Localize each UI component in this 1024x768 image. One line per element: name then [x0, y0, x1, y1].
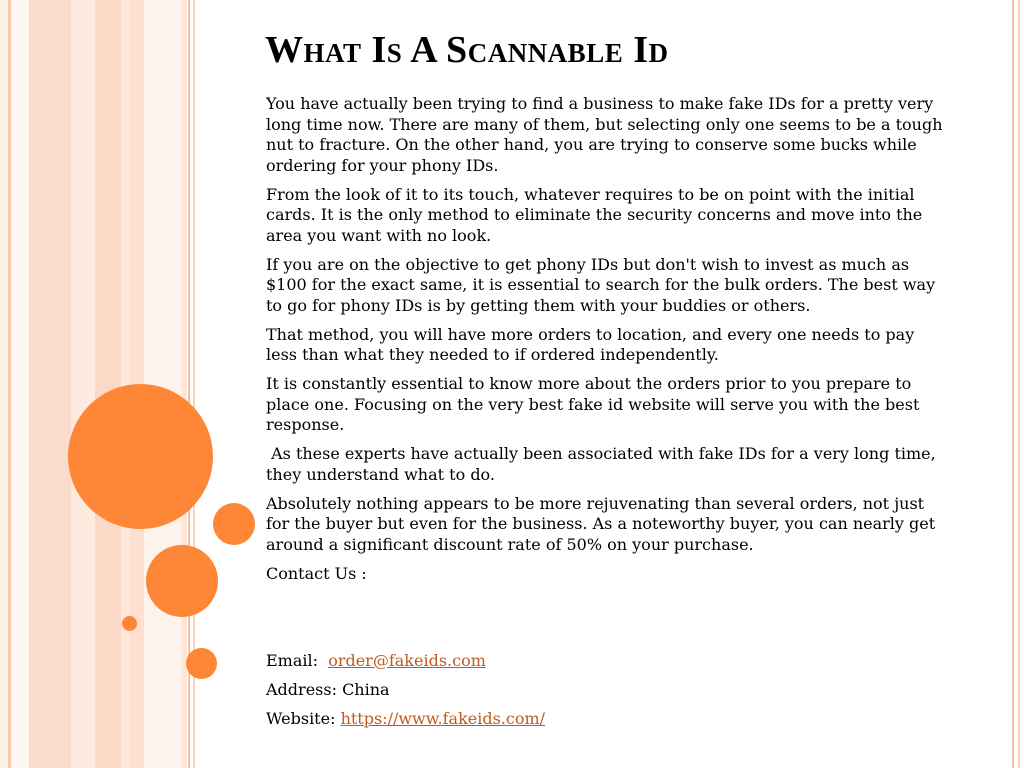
address-value: China	[342, 679, 390, 699]
stripe	[182, 0, 187, 768]
email-label: Email:	[266, 650, 329, 670]
spacer	[266, 593, 946, 651]
contact-heading: Contact Us :	[266, 563, 367, 583]
paragraph: From the look of it to its touch, whatever requires to be on point with the initial cards. It is the only method to eliminate the security concerns and move into the area you want with no look.	[266, 184, 923, 245]
website-label: Website:	[266, 708, 341, 728]
paragraph: As these experts have actually been associated with fake IDs for a very long time, they understand what to do.	[266, 444, 941, 484]
tiny-orange-circle	[122, 616, 137, 631]
paragraph: Absolutely nothing appears to be more rejuvenating than several orders, not just for the buyer but even for the business. As a noteworthy buyer, you can nearly get around a significant discount rate of 50% on your purchase.	[266, 493, 936, 554]
small-orange-circle	[186, 648, 217, 679]
paragraph: That method, you will have more orders to location, and every one needs to pay less than what they needed to if ordered independently.	[266, 324, 915, 364]
paragraph: You have actually been trying to find a business to make fake IDs for a pretty very long time now. There are many of them, but selecting only one seems to be a tough nut to fracture. On the other hand, you are trying to conserve some bucks while ordering for your phony IDs.	[266, 94, 943, 175]
medium-orange-circle	[146, 545, 218, 617]
email-link[interactable]: order@fakeids.com	[328, 650, 486, 670]
stripe	[71, 0, 95, 768]
stripe	[29, 0, 71, 768]
stripe	[0, 0, 8, 768]
email-line	[266, 651, 946, 672]
large-orange-circle	[68, 384, 213, 529]
website-line	[266, 709, 946, 730]
address-line	[266, 680, 946, 701]
body-content	[266, 94, 946, 738]
paragraph: If you are on the objective to get phony IDs but don't wish to invest as much as $100 for the exact same, it is essential to search for the bulk orders. The best way to go for phony IDs is by getting them with your buddies or others.	[266, 254, 936, 315]
paragraph: It is constantly essential to know more about the orders prior to you prepare to place one. Focusing on the very best fake id website will serve you with the best response.	[266, 374, 920, 434]
website-link[interactable]: https://www.fakeids.com/	[340, 708, 546, 728]
page-title: What Is A Scannable Id	[265, 29, 669, 71]
stripe	[95, 0, 121, 768]
decorative-stripes	[0, 0, 200, 768]
right-border-line	[1012, 0, 1014, 768]
stripe	[11, 0, 29, 768]
small-orange-circle	[213, 503, 255, 545]
address-label: Address:	[266, 679, 343, 699]
right-border-line	[1018, 0, 1020, 768]
